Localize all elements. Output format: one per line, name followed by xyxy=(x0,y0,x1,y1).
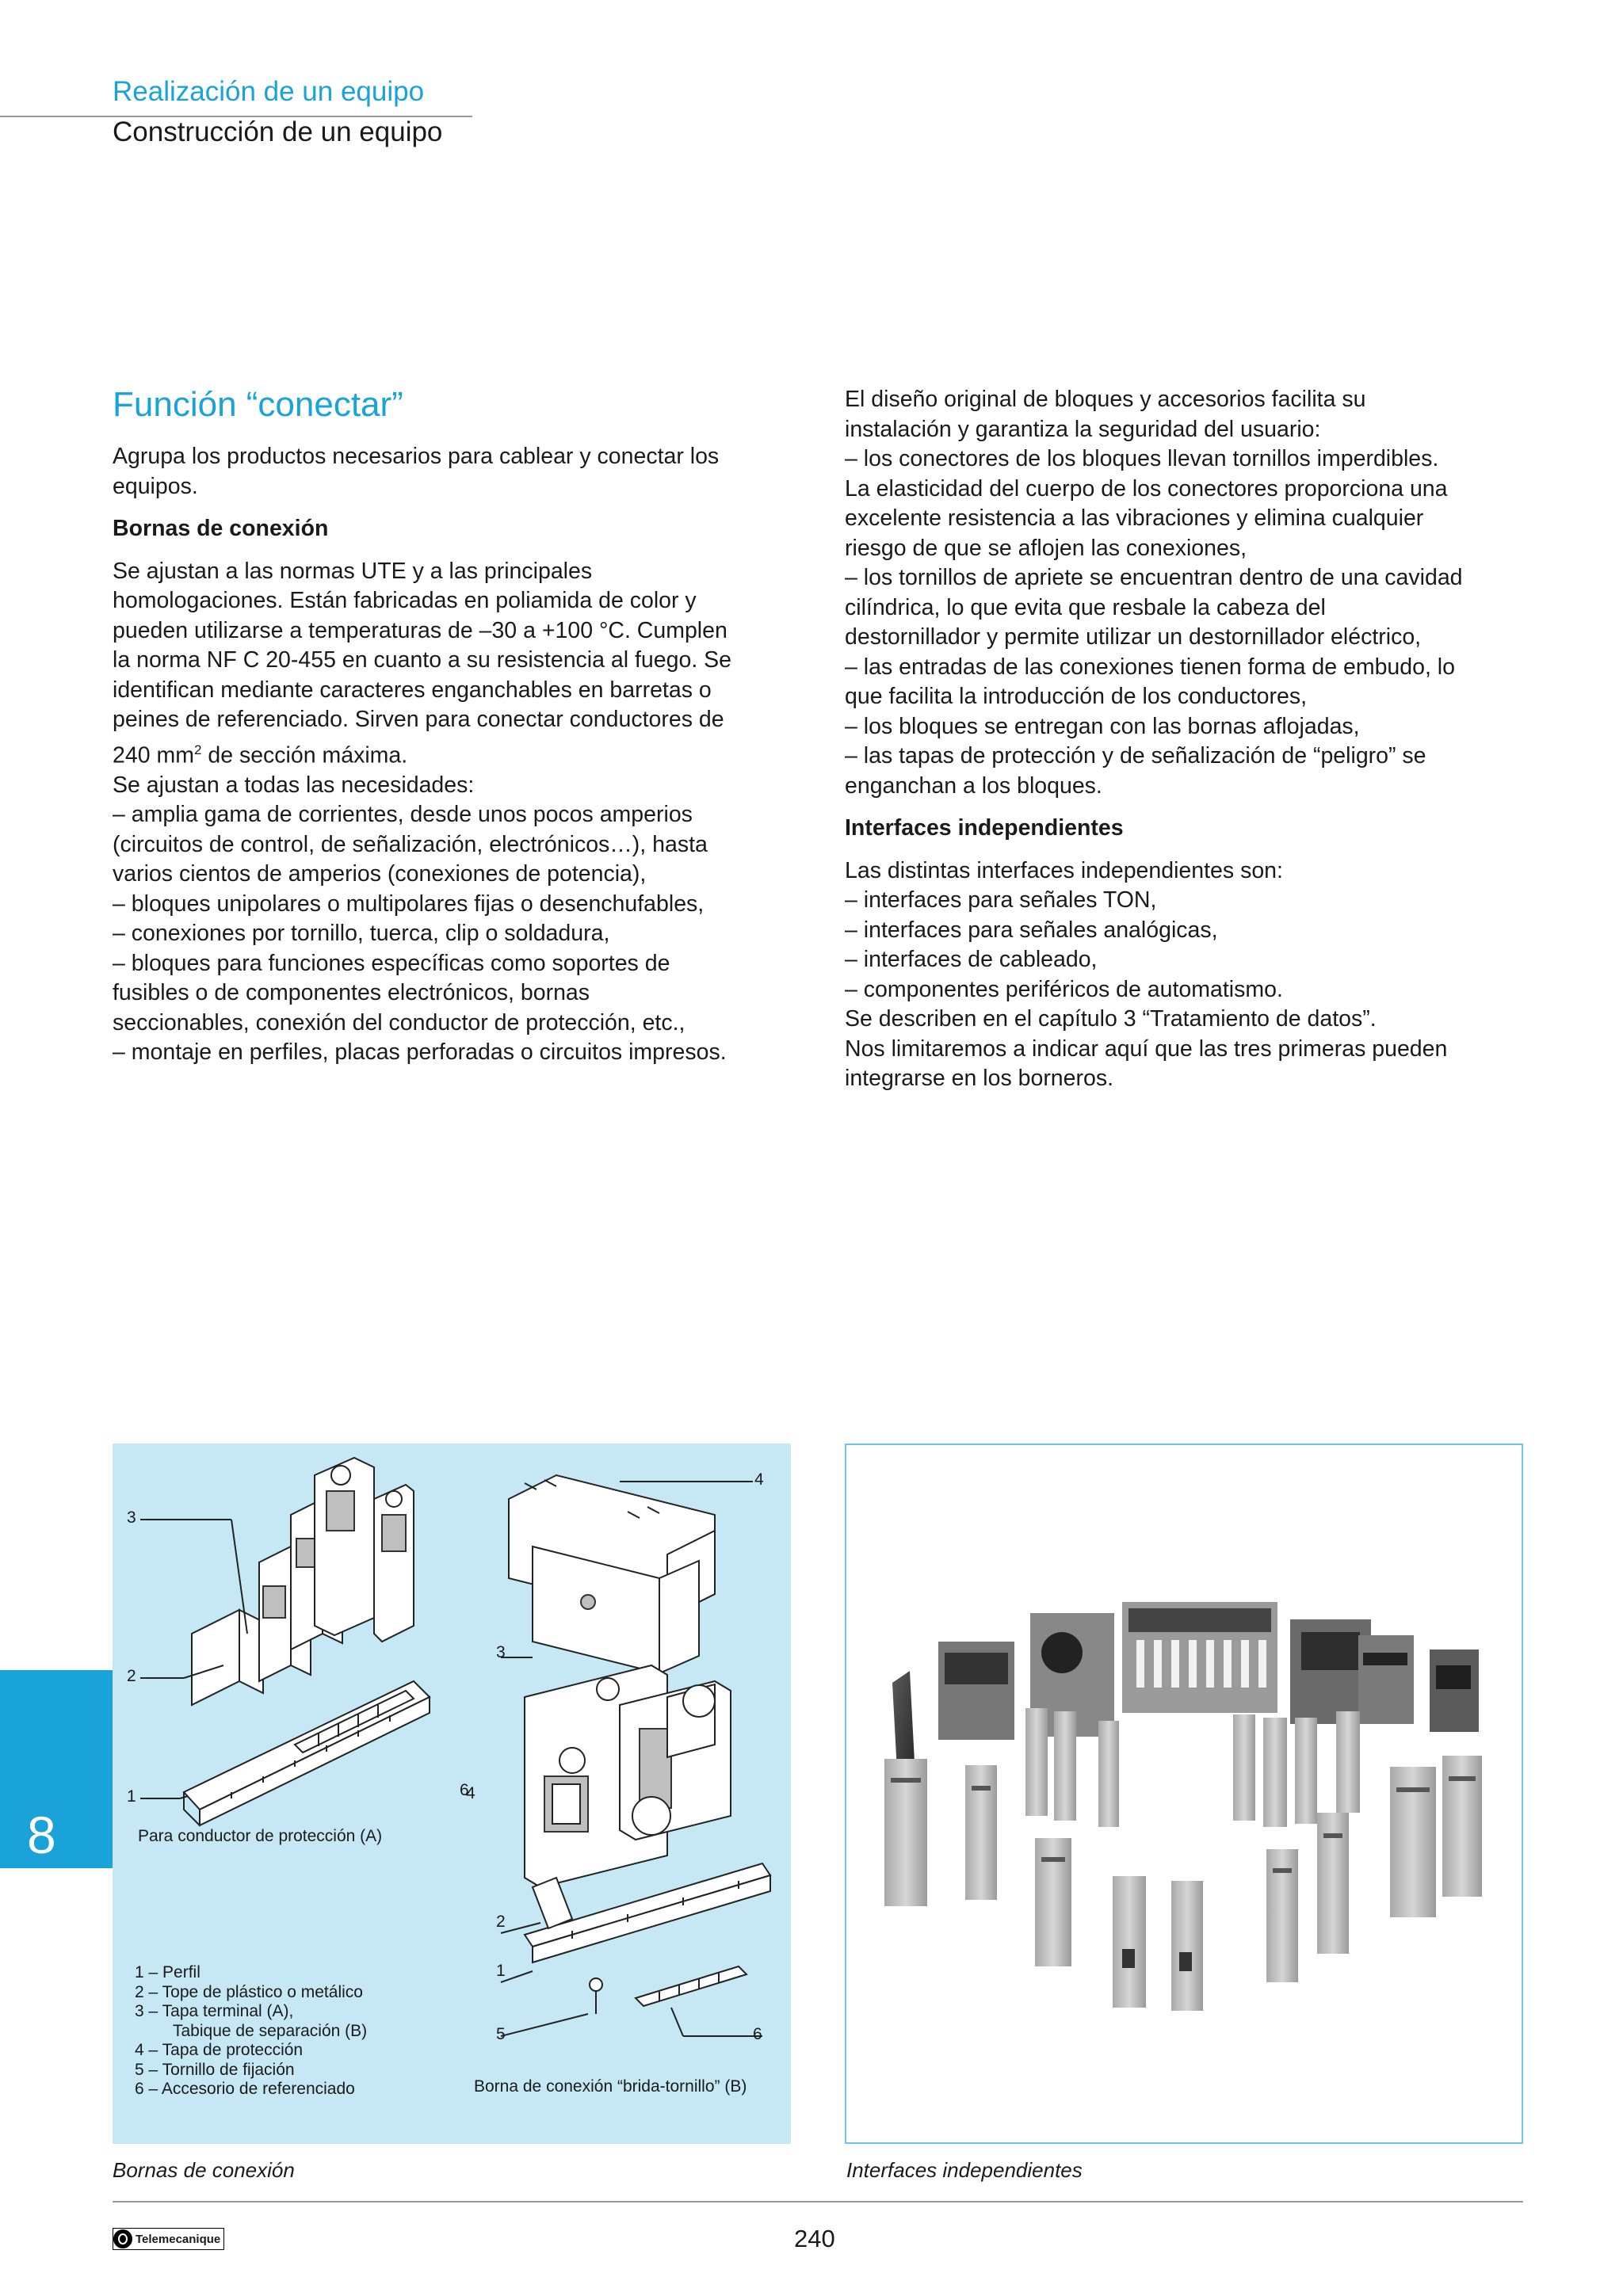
body-line: identifican mediante caracteres enganchables en barretas o xyxy=(113,677,712,703)
subsection-title: Construcción de un equipo xyxy=(113,116,443,147)
front-row xyxy=(884,1756,1482,2011)
body-line: homologaciones. Están fabricadas en poliamida de color y xyxy=(113,588,697,613)
section-value: 240 mm xyxy=(113,742,194,768)
body-line: que facilita la introducción de los conductores, xyxy=(845,684,1308,709)
body-line: instalación y garantiza la seguridad del usuario: xyxy=(845,416,1321,442)
body-line: peines de referenciado. Sirven para conectar conductores de xyxy=(113,707,724,732)
body-line: Las distintas interfaces independientes son: xyxy=(845,857,1283,883)
intro-line: equipos. xyxy=(113,473,198,499)
body-line: Se describen en el capítulo 3 “Tratamiento de datos”. xyxy=(845,1006,1377,1032)
left-column xyxy=(113,383,794,1068)
logo-text: Telemecanique xyxy=(136,2232,221,2246)
body-line: Se ajustan a todas las necesidades: xyxy=(113,772,475,798)
subheading-interfaces: Interfaces independientes xyxy=(845,815,1124,841)
body-line: cilíndrica, lo que evita que resbale la cabeza del xyxy=(845,594,1326,620)
body-line: seccionables, conexión del conductor de protección, etc., xyxy=(113,1009,685,1035)
interfaces-photo xyxy=(846,1445,1522,2142)
callout-label: 3 xyxy=(496,1643,506,1661)
body-line: pueden utilizarse a temperaturas de –30 a +100 °C. Cumplen xyxy=(113,617,727,643)
back-row xyxy=(892,1602,1479,1772)
footer-divider xyxy=(113,2201,1523,2203)
body-line: varios cientos de amperios (conexiones de potencia), xyxy=(113,861,647,887)
body-line: – componentes periféricos de automatismo. xyxy=(845,976,1283,1002)
chapter-tab xyxy=(0,1670,119,1868)
body-line: El diseño original de bloques y accesorios facilita su xyxy=(845,387,1366,412)
body-line: destornillador y permite utilizar un destornillador eléctrico, xyxy=(845,624,1422,650)
section-suffix: de sección máxima. xyxy=(201,742,408,768)
figure-legend xyxy=(135,1963,367,2100)
callout-label: 4 xyxy=(466,1784,475,1802)
drawing-b xyxy=(501,1475,770,2036)
body-line: Nos limitaremos a indicar aquí que las tres primeras pueden xyxy=(845,1035,1448,1062)
callout-label: 6 xyxy=(460,1781,469,1799)
body-line: – los bloques se entregan con las bornas aflojadas, xyxy=(845,713,1360,739)
callout-label: 4 xyxy=(754,1470,764,1489)
body-line: – las entradas de las conexiones tienen forma de embudo, lo xyxy=(845,654,1455,680)
legend-item: 1 – Perfil xyxy=(135,1963,200,1981)
callout-label: 1 xyxy=(127,1787,136,1806)
callout-label: 5 xyxy=(496,2025,506,2043)
callout-label: 2 xyxy=(496,1913,506,1931)
body-line: – las tapas de protección y de señalización de “peligro” se xyxy=(845,743,1426,769)
subcaption-a: Para conductor de protección (A) xyxy=(138,1827,383,1845)
body-line: – amplia gama de corrientes, desde unos pocos amperios xyxy=(113,802,693,827)
legend-item: 4 – Tapa de protección xyxy=(135,2041,304,2059)
subcaption-b: Borna de conexión “brida-tornillo” (B) xyxy=(474,2077,747,2096)
body-line xyxy=(113,735,794,771)
figure-bornas-panel xyxy=(113,1444,791,2144)
body-line: – bloques para funciones específicas como soportes de xyxy=(113,950,670,976)
body-line: – interfaces de cableado, xyxy=(845,947,1098,972)
body-line: excelente resistencia a las vibraciones y elimina cualquier xyxy=(845,505,1424,531)
brand-mark-icon xyxy=(113,2229,132,2248)
body-line: – conexiones por tornillo, tuerca, clip o soldadura, xyxy=(113,921,610,946)
body-line: integrarse en los borneros. xyxy=(845,1066,1114,1091)
intro-line: Agrupa los productos necesarios para cablear y conectar los xyxy=(113,444,720,469)
figure-caption-interfaces: Interfaces independientes xyxy=(846,2158,1083,2182)
callout-label: 3 xyxy=(127,1508,136,1527)
legend-item: Tabique de separación (B) xyxy=(173,2021,368,2040)
legend-item: 3 – Tapa terminal (A), xyxy=(135,2002,294,2020)
legend-item: 2 – Tope de plástico o metálico xyxy=(135,1982,363,2001)
body-line: Se ajustan a las normas UTE y a las principales xyxy=(113,558,593,584)
body-line: (circuitos de control, de señalización, electrónicos…), hasta xyxy=(113,831,708,857)
body-line: La elasticidad del cuerpo de los conectores proporciona una xyxy=(845,475,1448,502)
figure-interfaces-panel xyxy=(845,1444,1523,2144)
page-title: Función “conectar” xyxy=(113,385,403,424)
legend-item: 5 – Tornillo de fijación xyxy=(135,2060,295,2079)
body-line: fusibles o de componentes electrónicos, bornas xyxy=(113,980,590,1005)
superscript: 2 xyxy=(193,742,202,757)
body-line: – bloques unipolares o multipolares fijas o desenchufables, xyxy=(113,891,705,917)
body-line: riesgo de que se aflojen las conexiones, xyxy=(845,535,1247,561)
section-title: Realización de un equipo xyxy=(113,76,425,107)
callout-label: 2 xyxy=(127,1667,136,1685)
callout-label: 1 xyxy=(496,1962,506,1980)
body-line: – los tornillos de apriete se encuentran dentro de una cavidad xyxy=(845,565,1463,590)
legend-item: 6 – Accesorio de referenciado xyxy=(135,2080,355,2098)
body-line: enganchan a los bloques. xyxy=(845,772,1102,799)
body-line: – montaje en perfiles, placas perforadas o circuitos impresos. xyxy=(113,1039,727,1065)
body-line: la norma NF C 20-455 en cuanto a su resistencia al fuego. Se xyxy=(113,647,732,673)
page-number: 240 xyxy=(794,2225,835,2252)
body-line: – interfaces para señales analógicas, xyxy=(845,917,1218,943)
callout-label: 6 xyxy=(753,2025,762,2043)
subheading-bornas: Bornas de conexión xyxy=(113,516,329,541)
body-line: – los conectores de los bloques llevan tornillos imperdibles. xyxy=(845,446,1439,471)
right-column xyxy=(845,385,1526,1094)
middle-row xyxy=(1025,1708,1360,1827)
telemecanique-logo xyxy=(113,2228,224,2250)
chapter-number: 8 xyxy=(27,1806,56,1864)
figure-caption-bornas: Bornas de conexión xyxy=(113,2158,295,2182)
drawing-a xyxy=(140,1458,430,1825)
body-line: – interfaces para señales TON, xyxy=(845,887,1157,913)
